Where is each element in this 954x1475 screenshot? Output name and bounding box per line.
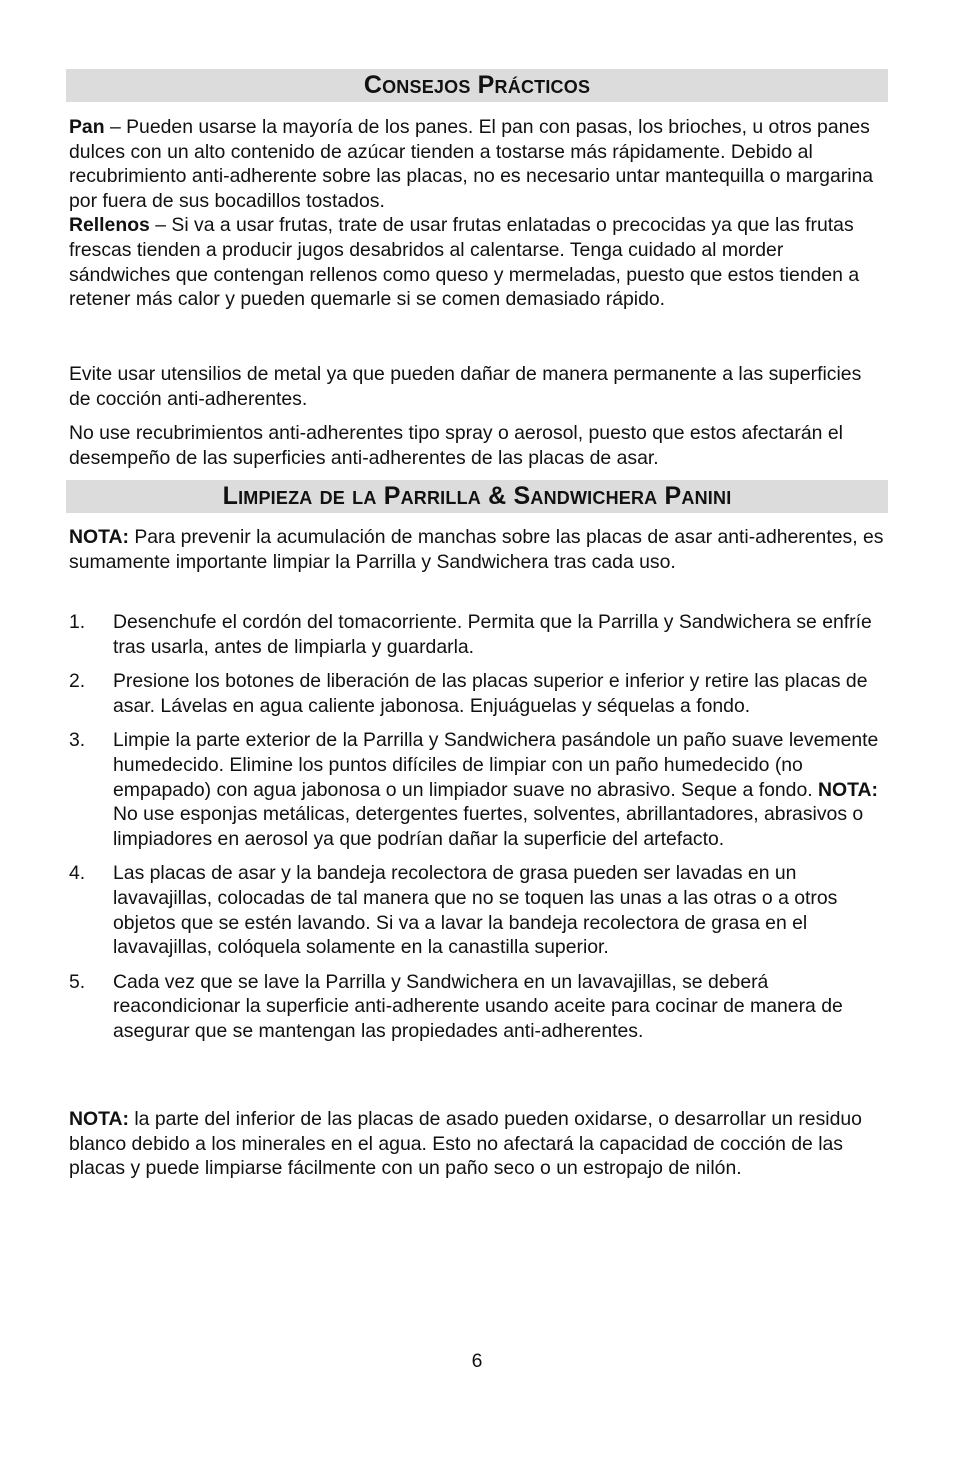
nota-cleaning-intro: [69, 525, 887, 574]
list-item: [69, 728, 889, 851]
step-text: Limpie la parte exterior de la Parrilla y Sandwichera pasándole un paño suave levemente humedecido. Elimine los puntos difíciles de limpiar con un paño humedecido (no empapado) con agua jabonosa o un limpiador suave no abrasivo. Seque a fondo.: [113, 729, 879, 801]
tip-pan: [69, 115, 887, 213]
list-item: [69, 970, 889, 1044]
section-heading-consejos: Consejos Prácticos: [66, 69, 888, 102]
step-text: Desenchufe el cordón del tomacorriente. Permita que la Parrilla y Sandwichera se enfríe tras usarla, antes de limpiarla y guardarla.: [113, 611, 872, 658]
list-item: [69, 861, 889, 959]
tip-pan-text: – Pueden usarse la mayoría de los panes. El pan con pasas, los brioches, u otros panes dulces con un alto contenido de azúcar tienden a tostarse más rápidamente. Debido al recubrimiento anti-adherente sobre las placas, no es necesario untar mantequilla o margarina por fuera de sus bocadillos tostados.: [69, 116, 874, 212]
nota-label: NOTA:: [69, 1108, 129, 1130]
nota-text: Para prevenir la acumulación de manchas sobre las placas de asar anti-adherentes, es sumamente importante limpiar la Parrilla y Sandwichera tras cada uso.: [69, 526, 884, 573]
list-item: [69, 610, 889, 659]
tip-rellenos: [69, 213, 887, 311]
list-item: [69, 669, 889, 718]
tips-block: [69, 115, 887, 312]
step-text: Presione los botones de liberación de las placas superior e inferior y retire las placas de asar. Lávelas en agua caliente jabonosa. Enjuáguelas y séquelas a fondo.: [113, 670, 868, 717]
nota-rust: [69, 1107, 887, 1181]
tip-pan-label: Pan: [69, 116, 105, 138]
tip-rellenos-label: Rellenos: [69, 214, 150, 237]
step-number: 3.: [69, 729, 86, 752]
step-text: Las placas de asar y la bandeja recolectora de grasa pueden ser lavadas en un lavavajillas, colocadas de tal manera que no se toquen las unas a las otras o a otros objetos que se estén lavando. Si va a lavar la bandeja recolectora de grasa en el lavavajillas, colóquela solamente en la canastilla superior.: [113, 862, 838, 959]
step-nota-text: No use esponjas metálicas, detergentes fuertes, solventes, abrillantadores, abrasivos o limpiadores en aerosol ya que podrían dañar la superficie del artefacto.: [113, 803, 864, 850]
section-heading-limpieza: Limpieza de la Parrilla & Sandwichera Panini: [66, 480, 888, 513]
step-number: 4.: [69, 862, 86, 885]
cleaning-steps-list: [69, 610, 889, 1054]
step-number: 2.: [69, 670, 86, 693]
nota-label: NOTA:: [69, 526, 129, 548]
nota-text: la parte del inferior de las placas de asado pueden oxidarse, o desarrollar un residuo blanco debido a los minerales en el agua. Esto no afectará la capacidad de cocción de las placas y puede limpiarse fácilmente con un paño seco o un estropajo de nilón.: [69, 1108, 862, 1180]
page-number: 6: [471, 1350, 483, 1372]
step-number: 5.: [69, 970, 86, 993]
paragraph-metal-utensils: Evite usar utensilios de metal ya que pueden dañar de manera permanente a las superficies de cocción anti-adherentes.: [69, 363, 862, 410]
step-nota-label: NOTA:: [818, 778, 878, 801]
paragraph-spray: No use recubrimientos anti-adherentes tipo spray o aerosol, puesto que estos afectarán el desempeño de las superficies anti-adherentes de las placas de asar.: [69, 422, 843, 469]
tip-rellenos-text: – Si va a usar frutas, trate de usar frutas enlatadas o precocidas ya que las frutas frescas tienden a producir jugos desabridos al calentarse. Tenga cuidado al morder sándwiches que contengan rellenos como queso y mermeladas, puesto que estos tienden a retener más calor y pueden quemarle si se comen demasiado rápido.: [69, 214, 860, 311]
step-number: 1.: [69, 611, 86, 633]
step-text: Cada vez que se lave la Parrilla y Sandwichera en un lavavajillas, se deberá reacondicionar la superficie anti-adherente usando aceite para cocinar de manera de asegurar que se mantengan las propiedades anti-adherentes.: [113, 970, 843, 1042]
